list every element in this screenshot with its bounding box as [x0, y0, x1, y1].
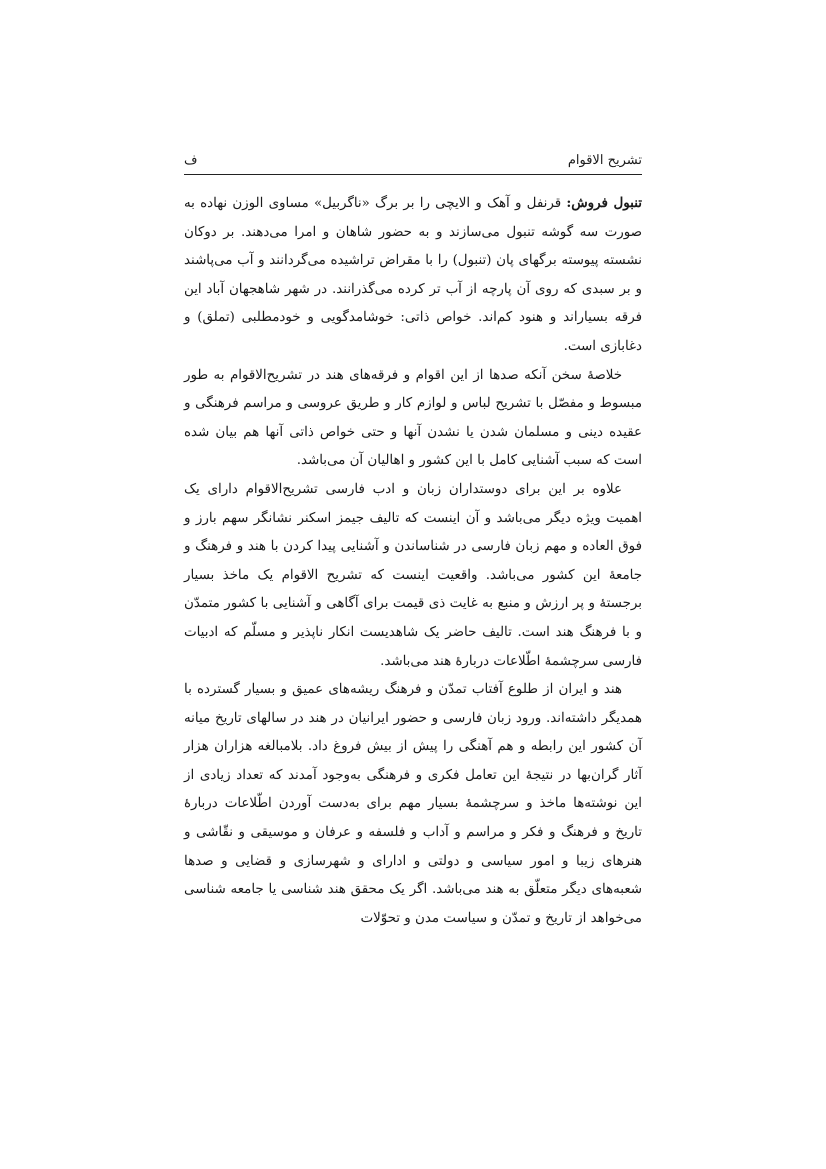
body-text	[184, 189, 642, 933]
paragraph-india-iran: هند و ایران از طلوع آفتاب تمدّن و فرهنگ ریشه‌های عمیق و بسیار گسترده با همدیگر داشته‌اند. ورود زبان فارسی و حضور ایرانیان در هند در سالهای تاریخ میانه آن کشور این رابطه و هم آهنگی را پیش از بیش فروغ داد. بلامبالغه هزاران هزار آثار گران‌بها در نتیجهٔ این تعامل فکری و فرهنگی به‌وجود آمدند که تعداد زیادی از این نوشته‌ها ماخذ و سرچشمهٔ بسیار مهم برای به‌دست آوردن اطّلاعات دربارهٔ تاریخ و فرهنگ و فکر و مراسم و آداب و فلسفه و عرفان و موسیقی و نقّاشی و هنرهای زیبا و امور سیاسی و دولتی و ادارای و شهرسازی و قضایی و صدها شعبه‌های دیگر متعلّق به هند می‌باشد. اگر یک محقق هند شناسی یا جامعه شناسی می‌خواهد از تاریخ و تمدّن و سیاست مدن و تحوّلات	[184, 682, 642, 926]
paragraph-tanbul-forush	[184, 189, 642, 362]
paragraph-summary: خلاصهٔ سخن آنکه صدها از این اقوام و فرقه‌های هند در تشریح‌الاقوام به طور مبسوط و مفصّل با تشریح لباس و لوازم کار و طریق عروسی و مراسم فرهنگی و عقیده دینی و مسلمان شدن یا نشدن آنها و حتی خواص ذاتی آنها هم بیان شده است که سبب آشنایی کامل با این کشور و اهالیان آن می‌باشد.	[184, 367, 642, 469]
paragraph-importance: علاوه بر این برای دوستداران زبان و ادب فارسی تشریح‌الاقوام دارای یک اهمیت ویژه دیگر می‌باشد و آن اینست که تالیف جیمز اسکنر نشانگر سهم بارز و فوق العاده و مهم زبان فارسی در شناساندن و آشنایی پیدا کردن با هند و فرهنگ و جامعهٔ این کشور می‌باشد. واقعیت اینست که تشریح الاقوام یک ماخذ بسیار برجستهٔ و پر ارزش و منبع به غایت ذی قیمت برای آگاهی و آشنایی با کشور متمدّن و با فرهنگ هند است. تالیف حاضر یک شاهدیست انکار ناپذیر و مسلّم که ادبیات فارسی سرچشمهٔ اطّلاعات دربارهٔ هند می‌باشد.	[184, 481, 642, 669]
paragraph-text: قرنفل و آهک و الایچی را بر برگ «ناگربیل» مساوی الوزن نهاده به صورت سه گوشه تنبول می‌سازند و به حضور شاهان و امرا می‌دهند. بر دوکان نشسته پیوسته برگهای پان (تنبول) را با مقراض تراشیده می‌گردانند و آب می‌پاشند و بر سبدی که روی آن پارچه از آب تر کرده می‌گذرانند. در شهر شاهجهان آباد این فرقه بسیاراند و هنود کم‌اند. خواص ذاتی: خوشامدگویی و خودمطلبی (تملق) و دغابازی است.	[184, 196, 642, 354]
lead-term: تنبول فروش:	[566, 195, 642, 211]
book-page	[184, 150, 642, 933]
running-header	[184, 150, 642, 175]
page-number: ف	[184, 153, 198, 168]
book-title: تشریح الاقوام	[567, 153, 642, 168]
